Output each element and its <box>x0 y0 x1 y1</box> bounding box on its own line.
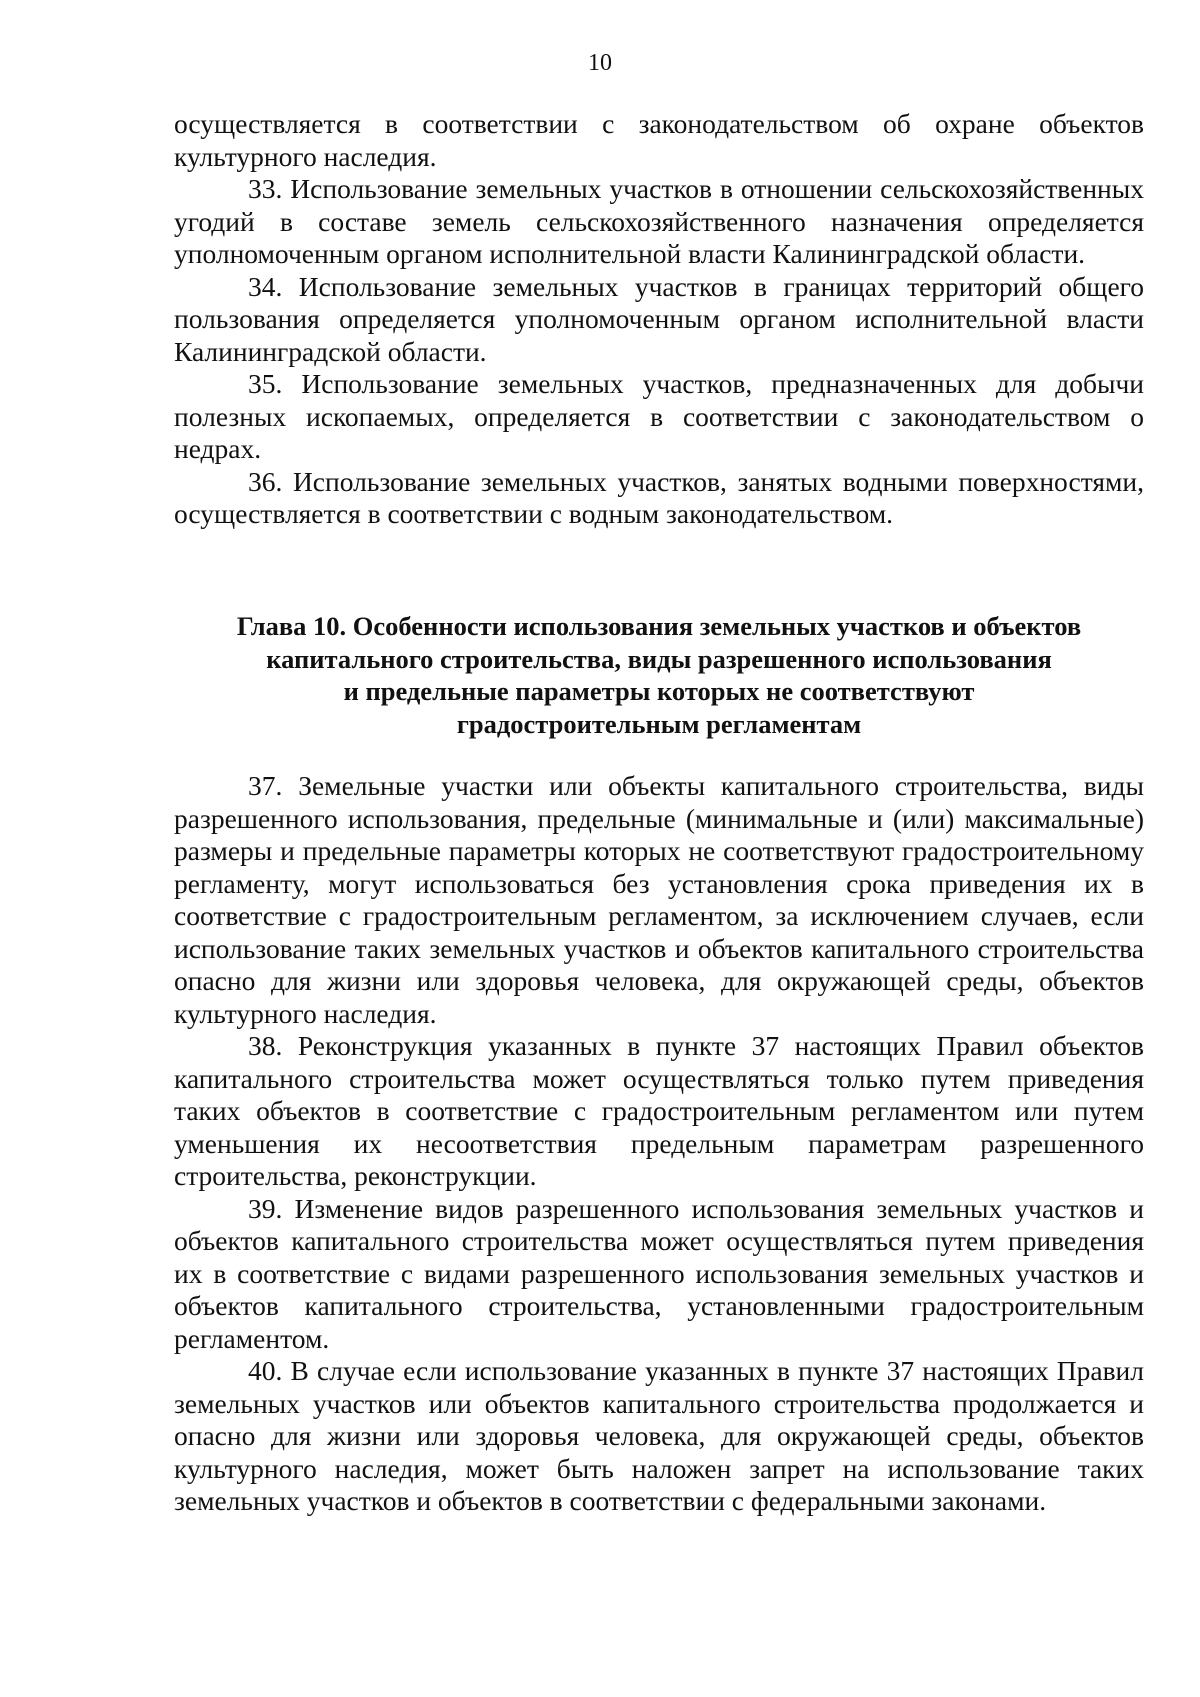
paragraph-34: 34. Использование земельных участков в границах территорий общего пользования определяется уполномоченным органом исполнительной власти Калининградской области. <box>174 270 1144 367</box>
chapter-10-heading <box>174 610 1144 740</box>
page-number: 10 <box>588 50 612 76</box>
chapter-heading-line: Глава 10. Особенности использования земельных участков и объектов <box>236 611 1082 641</box>
paragraph-39: 39. Изменение видов разрешенного использования земельных участков и объектов капитального строительства может осуществляться путем приведения их в соответствие с видами разрешенного использования земельных участков и объектов капитального строительства, установленными градостроительным регламентом. <box>174 1192 1144 1354</box>
chapter-heading-line: и предельные параметры которых не соответствуют <box>343 676 975 706</box>
paragraph-40: 40. В случае если использование указанных в пункте 37 настоящих Правил земельных участков или объектов капитального строительства продолжается и опасно для жизни или здоровья человека, для окружающей среды, объектов культурного наследия, может быть наложен запрет на использование таких земельных участков и объектов в соответствии с федеральными законами. <box>174 1355 1144 1516</box>
paragraph-38: 38. Реконструкция указанных в пункте 37 настоящих Правил объектов капитального строительства может осуществляться только путем приведения таких объектов в соответствие с градостроительным регламентом или путем уменьшения их несоответствия предельным параметрам разрешенного строительства, реконструкции. <box>174 1030 1144 1191</box>
section-b-text <box>174 770 1144 1518</box>
chapter-heading-line: капитального строительства, виды разрешенного использования <box>266 643 1052 674</box>
section-a-text <box>174 108 1144 531</box>
paragraph-33: 33. Использование земельных участков в отношении сельскохозяйственных угодий в составе земель сельскохозяйственного назначения определяется уполномоченным органом исполнительной власти Калининградской области. <box>174 173 1144 269</box>
paragraph-35: 35. Использование земельных участков, предназначенных для добычи полезных ископаемых, определяется в соответствии с законодательством о недрах. <box>174 368 1144 464</box>
paragraph-37: 37. Земельные участки или объекты капитального строительства, виды разрешенного использования, предельные (минимальные и (или) максимальные) размеры и предельные параметры которых не соответствуют градостроительному регламенту, могут использоваться без установления срока приведения их в соответствие с градостроительным регламентом, за исключением случаев, если использование таких земельных участков и объектов капитального строительства опасно для жизни или здоровья человека, для окружающей среды, объектов культурного наследия. <box>174 770 1144 1029</box>
chapter-heading-line: градостроительным регламентам <box>456 708 862 739</box>
continuation-paragraph: осуществляется в соответствии с законодательством об охране объектов культурного наследия. <box>174 108 1144 172</box>
paragraph-36: 36. Использование земельных участков, занятых водными поверхностями, осуществляется в соответствии с водным законодательством. <box>174 465 1144 529</box>
